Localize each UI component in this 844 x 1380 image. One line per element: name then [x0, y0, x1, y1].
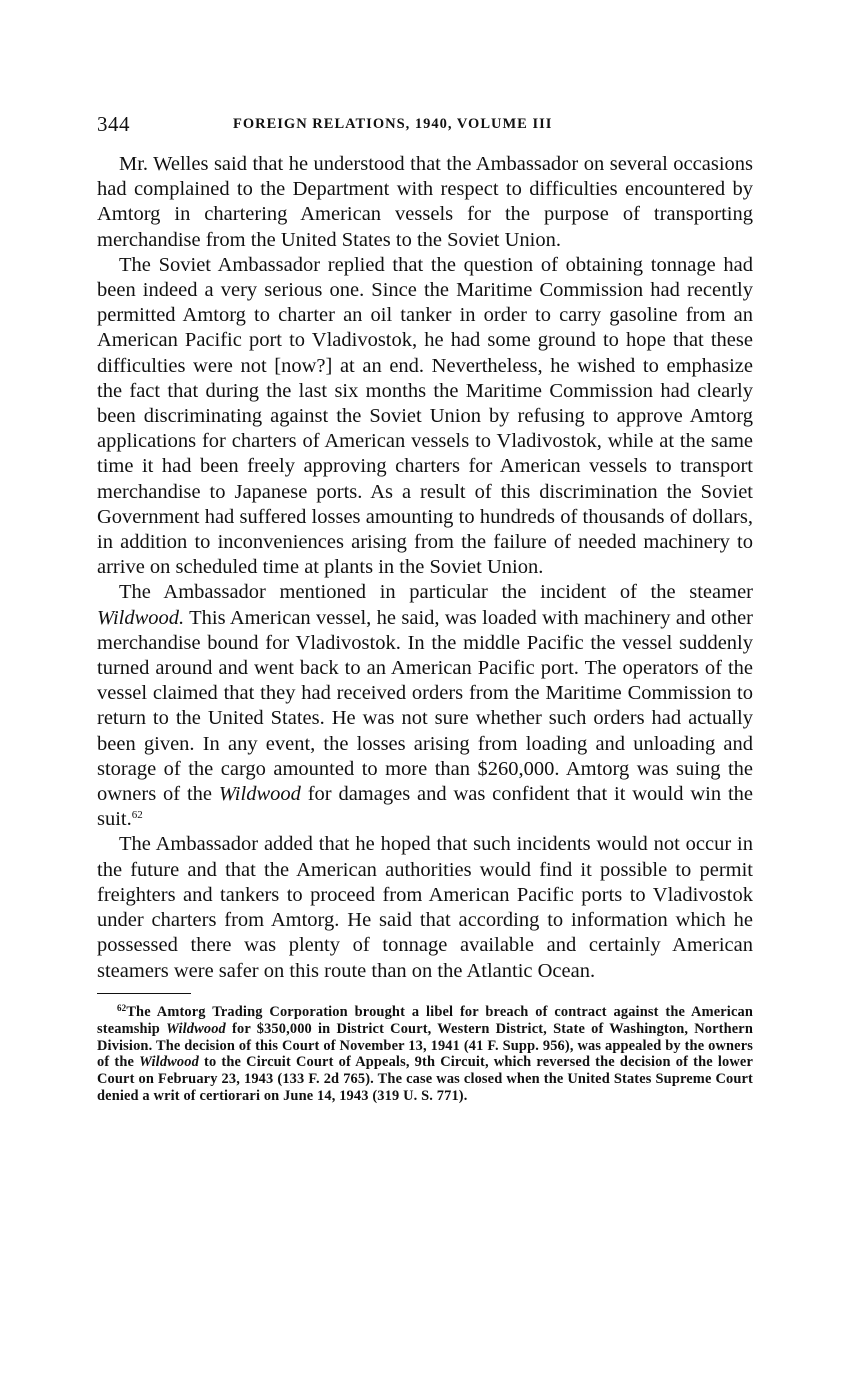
page-number: 344 — [97, 112, 130, 136]
running-head: FOREIGN RELATIONS, 1940, VOLUME III — [233, 116, 553, 132]
footnote-reference: 62 — [131, 809, 143, 822]
document-page — [97, 112, 753, 1105]
footnote-ship-name: Wildwood — [166, 1020, 226, 1037]
page-header — [97, 112, 753, 138]
footnote-mark: 62 — [117, 1002, 127, 1013]
paragraph-1: Mr. Welles said that he understood that the Ambassador on several occasions had complained to the Department with respect to difficulties encountered by Amtorg in chartering American vessels for the purpose of transporting merchandise from the United States to the Soviet Union. — [97, 153, 753, 251]
ship-name-wildwood-2: Wildwood — [218, 783, 301, 806]
footnote-text-c: to the Circuit Court of Appeals, 9th Circuit, which reversed the decision of the lower Court on February 23, 1943 (133 F. 2d 765). The case was closed when the United States Supreme Court denied a writ of certiorari on June 14, 1943 (319 U. S. 771). — [97, 1054, 753, 1105]
paragraph-3 — [97, 580, 753, 832]
footnote-text-a: The Amtorg Trading Corporation brought a libel for breach of contract against the American steamship — [97, 1003, 753, 1037]
footnote-text-b: for $350,000 in District Court, Western District, State of Washington, Northern Division. The decision of this Court of November 13, 1941 (41 F. Supp. 956), was appealed by the owners of the — [97, 1020, 753, 1071]
body-text — [97, 152, 753, 984]
ship-name-wildwood: Wildwood. — [97, 606, 185, 629]
footnote-62 — [97, 1004, 753, 1105]
paragraph-3-text-c: for damages and was confident that it would win the suit. — [97, 783, 753, 831]
paragraph-2: The Soviet Ambassador replied that the question of obtaining tonnage had been indeed a very serious one. Since the Maritime Commission had recently permitted Amtorg to charter an oil tanker in order to carry gasoline from an American Pacific port to Vladivostok, he had some ground to hope that these difficulties were not [now?] at an end. Nevertheless, he wished to emphasize the fact that during the last six months the Maritime Commission had clearly been discriminating against the Soviet Union by refusing to approve Amtorg applications for charters of American vessels to Vladivostok, while at the same time it had been freely approving charters for American vessels to transport merchandise to Japanese ports. As a result of this discrimination the Soviet Government had suffered losses amounting to hundreds of thousands of dollars, in addition to inconveniences arising from the failure of needed machinery to arrive on scheduled time at plants in the Soviet Union. — [97, 253, 753, 579]
paragraph-3-text-a: The Ambassador mentioned in particular the incident of the steamer — [119, 581, 753, 604]
paragraph-3-text-b: This American vessel, he said, was loaded with machinery and other merchandise bound for Vladivostok. In the middle Pacific the vessel suddenly turned around and went back to an American Pacific port. The operators of the vessel claimed that they had received orders from the Maritime Commission to return to the United States. He was not sure whether such orders had actually been given. In any event, the losses arising from loading and unloading and storage of the cargo amounted to more than $260,000. Amtorg was suing the owners of the — [97, 606, 753, 806]
footnote-divider — [97, 993, 191, 994]
footnote-ship-name-2: Wildwood — [139, 1054, 199, 1071]
paragraph-4: The Ambassador added that he hoped that such incidents would not occur in the future and that the American authorities would find it possible to permit freighters and tankers to proceed from American Pacific ports to Vladivostok under charters from Amtorg. He said that according to information which he possessed there was plenty of tonnage available and certainly American steamers were safer on this route than on the Atlantic Ocean. — [97, 833, 753, 982]
footnote — [97, 1004, 753, 1105]
